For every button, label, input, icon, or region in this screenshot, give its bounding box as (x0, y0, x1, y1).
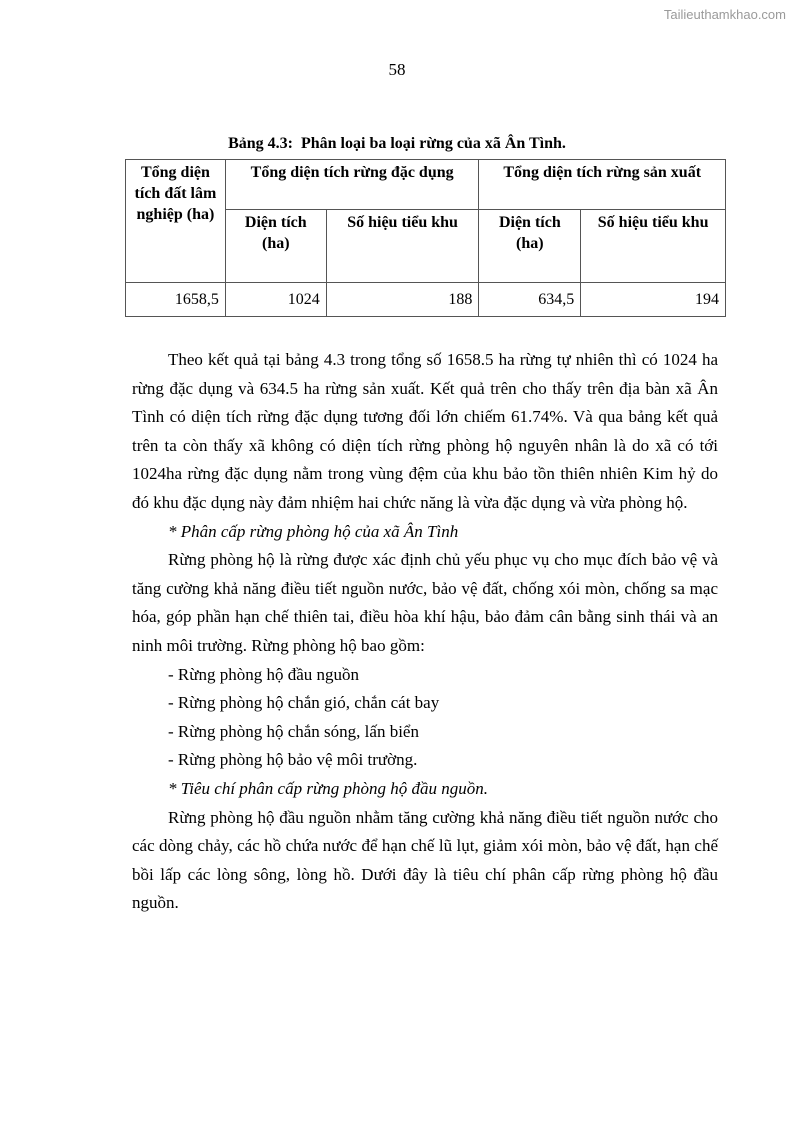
list-item: - Rừng phòng hộ bảo vệ môi trường. (168, 750, 418, 770)
list-item: - Rừng phòng hộ đầu nguồn (168, 664, 360, 684)
cell-total-area: 1658,5 (126, 283, 226, 317)
forest-classification-table (125, 159, 726, 317)
cell-special-subzone: 188 (326, 283, 479, 317)
header-special-area: Diện tích (ha) (225, 210, 326, 283)
paragraph-results: Theo kết quả tại bảng 4.3 trong tổng số 1658.5 ha rừng tự nhiên thì có 1024 ha rừng đặc dụng và 634.5 ha rừng sản xuất. Kết quả trên cho thấy trên địa bàn xã Ân Tình có diện tích rừng đặc dụng tương đối lớn chiếm 61.74%. Và qua bảng kết quả trên ta còn thấy xã không có diện tích rừng phòng hộ nguyên nhân là do xã có tới 1024ha rừng đặc dụng nằm trong vùng đệm của khu bảo tồn thiên nhiên Kim hỷ do đó khu đặc dụng này đảm nhiệm hai chức năng là vừa đặc dụng và vừa phòng hộ. (132, 350, 718, 512)
header-special-use-forest: Tổng diện tích rừng đặc dụng (225, 160, 479, 210)
header-production-forest: Tổng diện tích rừng sản xuất (479, 160, 726, 210)
paragraph-protection-definition: Rừng phòng hộ là rừng được xác định chủ yếu phục vụ cho mục đích bảo vệ và tăng cường khả năng điều tiết nguồn nước, bảo vệ đất, chống xói mòn, chống sa mạc hóa, góp phần hạn chế thiên tai, điều hòa khí hậu, bảo đảm cân bằng sinh thái và an ninh môi trường. Rừng phòng hộ bao gồm: (132, 550, 718, 655)
paragraph-watershed-definition: Rừng phòng hộ đầu nguồn nhằm tăng cường khả năng điều tiết nguồn nước cho các dòng chảy, các hồ chứa nước để hạn chế lũ lụt, giảm xói mòn, bảo vệ đất, hạn chế bồi lấp các lòng sông, lòng hồ. Dưới đây là tiêu chí phân cấp rừng phòng hộ đầu nguồn. (132, 807, 718, 913)
section-heading-watershed-criteria: * Tiêu chí phân cấp rừng phòng hộ đầu nguồn. (168, 778, 488, 798)
table-header-row (126, 160, 726, 210)
table-title: Bảng 4.3: Phân loại ba loại rừng của xã Ân Tình. (228, 135, 566, 152)
cell-production-area: 634,5 (479, 283, 581, 317)
list-item: - Rừng phòng hộ chắn sóng, lấn biển (168, 721, 419, 741)
cell-special-area: 1024 (225, 283, 326, 317)
table-row (126, 283, 726, 317)
header-special-subzone: Số hiệu tiểu khu (326, 210, 479, 283)
header-production-subzone: Số hiệu tiểu khu (581, 210, 726, 283)
watermark: Tailieuthamkhao.com (663, 7, 786, 22)
body-text (132, 346, 718, 918)
page-number: 58 (388, 60, 406, 79)
header-total-forest-land: Tổng diện tích đất lâm nghiệp (ha) (126, 160, 226, 283)
cell-production-subzone: 194 (581, 283, 726, 317)
header-production-area: Diện tích (ha) (479, 210, 581, 283)
section-heading-protection-classification: * Phân cấp rừng phòng hộ của xã Ân Tình (168, 521, 459, 541)
list-item: - Rừng phòng hộ chắn gió, chắn cát bay (168, 693, 440, 713)
